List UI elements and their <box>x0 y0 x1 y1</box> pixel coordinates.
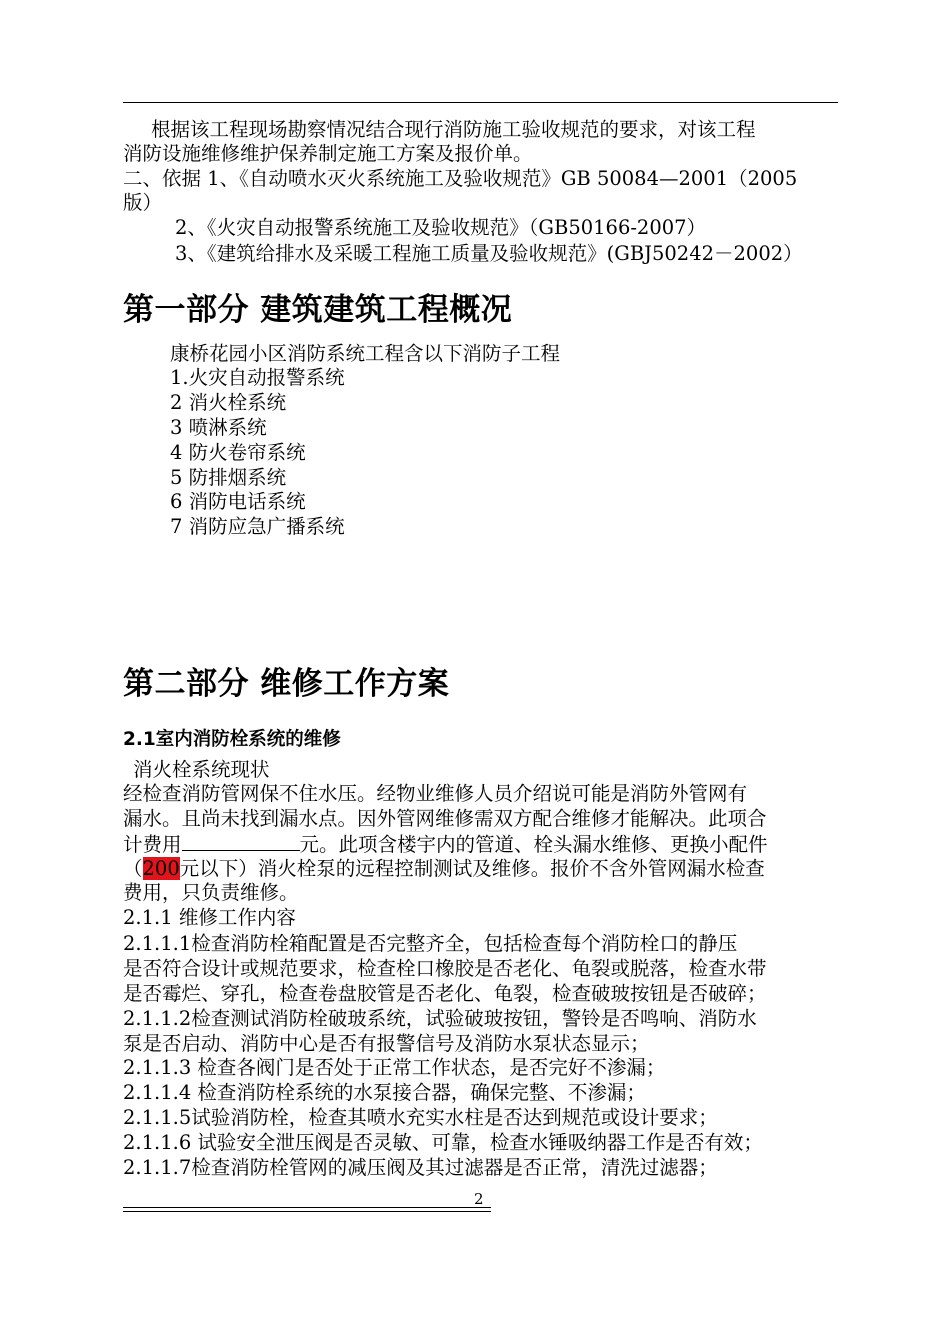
footer-rule <box>123 1211 491 1212</box>
intro-paragraph-line: 根据该工程现场勘察情况结合现行消防施工验收规范的要求，对该工程 <box>151 118 756 141</box>
subsystem-item: 4 防火卷帘系统 <box>170 441 306 464</box>
work-item-line: 2.1.1.4 检查消防栓系统的水泵接合器，确保完整、不渗漏； <box>123 1081 646 1104</box>
intro-paragraph-line: 消防设施维修维护保养制定施工方案及报价单。 <box>123 142 533 165</box>
section-heading: 2.1室内消防栓系统的维修 <box>123 729 341 750</box>
subsystem-item: 1.火灾自动报警系统 <box>170 366 345 389</box>
work-item-line: 是否符合设计或规范要求，检查栓口橡胶是否老化、龟裂或脱落，检查水带 <box>123 957 767 980</box>
cost-label: 计费用 <box>123 833 182 856</box>
part1-lead: 康桥花园小区消防系统工程含以下消防子工程 <box>170 342 561 365</box>
subsystem-item: 7 消防应急广播系统 <box>170 515 345 538</box>
part1-heading: 第一部分 建筑建筑工程概况 <box>123 292 513 328</box>
part2-heading: 第二部分 维修工作方案 <box>123 666 450 702</box>
work-item-line: 泵是否启动、消防中心是否有报警信号及消防水泵状态显示； <box>123 1032 650 1055</box>
basis-line: 版） <box>123 191 163 214</box>
subsystem-item: 5 防排烟系统 <box>170 466 287 489</box>
status-line-cost <box>123 832 768 857</box>
work-item-line: 2.1.1.7检查消防栓管网的减压阀及其过滤器是否正常，清洗过滤器； <box>123 1156 718 1179</box>
status-line: 费用，只负责维修。 <box>123 881 299 904</box>
status-label: 消火栓系统现状 <box>133 758 270 781</box>
subsystem-item: 2 消火栓系统 <box>170 391 287 414</box>
subsystem-item: 3 喷淋系统 <box>170 416 267 439</box>
highlighted-amount: 200 <box>142 857 180 880</box>
work-item-line: 2.1.1.6 试验安全泄压阀是否灵敏、可靠，检查水锤吸纳器工作是否有效； <box>123 1131 763 1154</box>
subsystem-item: 6 消防电话系统 <box>170 490 306 513</box>
basis-line: 二、依据 1、《自动喷水灭火系统施工及验收规范》GB 50084—2001（2005 <box>123 167 798 190</box>
basis-item-2: 2、《火灾自动报警系统施工及验收规范》（GB50166-2007） <box>175 216 707 239</box>
header-rule <box>123 102 838 103</box>
basis-item-3: 3、《建筑给排水及采暖工程施工质量及验收规范》(GBJ50242－2002） <box>175 242 803 265</box>
cost-blank <box>182 832 300 851</box>
work-item-line: 2.1.1.1检查消防栓箱配置是否完整齐全，包括检查每个消防栓口的静压 <box>123 932 738 955</box>
cost-note: 元。此项含楼宇内的管道、栓头漏水维修、更换小配件 <box>299 833 768 856</box>
subsection-heading: 2.1.1 维修工作内容 <box>123 906 296 929</box>
footer-rule <box>123 1207 491 1208</box>
page-number: 2 <box>474 1190 484 1208</box>
open-paren: （ <box>123 857 143 880</box>
work-item-line: 2.1.1.5试验消防栓，检查其喷水充实水柱是否达到规范或设计要求； <box>123 1106 718 1129</box>
status-line-parts <box>123 857 765 881</box>
status-line: 漏水。且尚未找到漏水点。因外管网维修需双方配合维修才能解决。此项合 <box>123 807 767 830</box>
work-item-line: 2.1.1.3 检查各阀门是否处于正常工作状态，是否完好不渗漏； <box>123 1056 666 1079</box>
status-line: 经检查消防管网保不住水压。经物业维修人员介绍说可能是消防外管网有 <box>123 782 748 805</box>
work-item-line: 2.1.1.2检查测试消防栓破玻系统，试验破玻按钮，警铃是否鸣响、消防水 <box>123 1007 757 1030</box>
work-item-line: 是否霉烂、穿孔，检查卷盘胶管是否老化、龟裂，检查破玻按钮是否破碎； <box>123 982 767 1005</box>
parts-note: 元以下）消火栓泵的远程控制测试及维修。报价不含外管网漏水检查 <box>179 857 765 880</box>
